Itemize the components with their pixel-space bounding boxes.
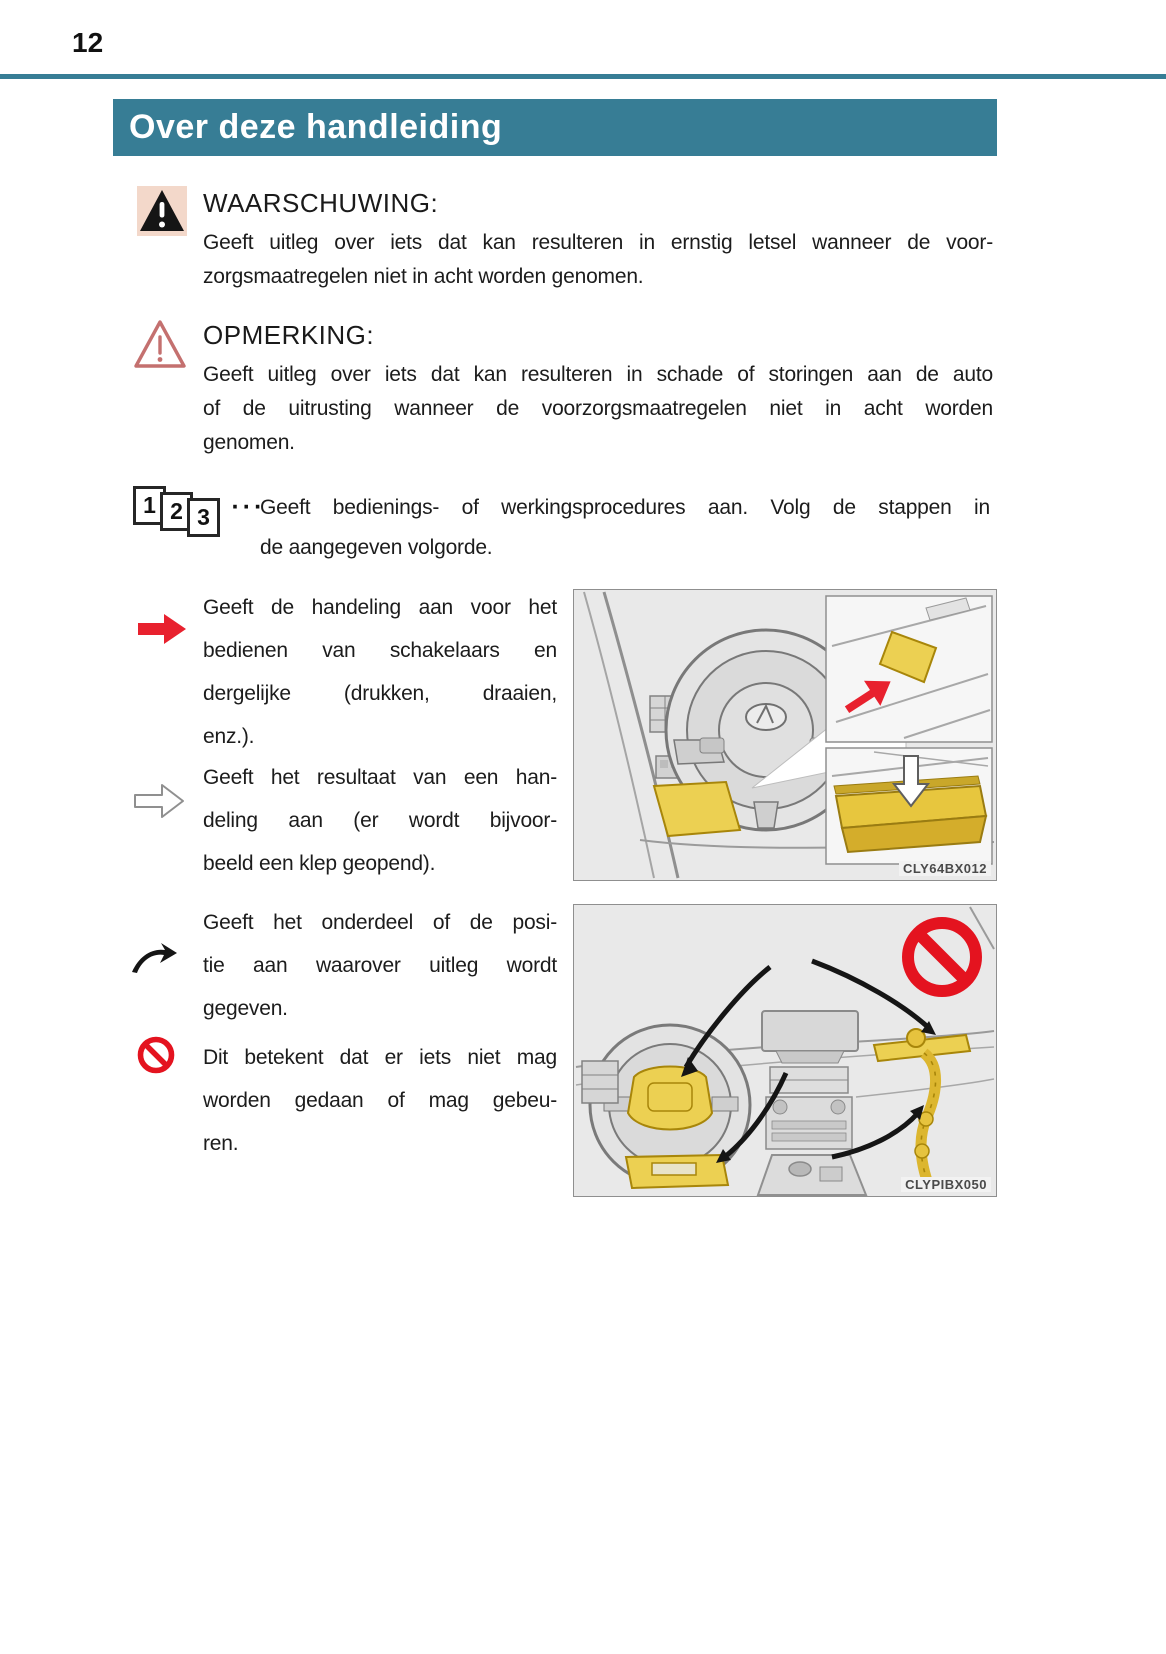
- dashboard-callout-illustration: [574, 590, 996, 880]
- action-body: Geeft de handeling aan voor het bedienen van schakelaars en dergelijke (drukken, draaien, enz.).: [203, 596, 557, 748]
- warning-triangle-icon: [137, 186, 187, 236]
- page-title: Over deze handleiding: [129, 108, 503, 146]
- step-number-1: 1: [143, 492, 156, 518]
- warning-body: Geeft uitleg over iets dat kan resulteren in ernstig letsel wanneer de voor- zorgsmaatregelen niet in acht worden genomen.: [203, 231, 993, 288]
- caution-triangle-icon: [132, 318, 188, 370]
- warning-title: WAARSCHUWING:: [203, 188, 439, 218]
- prohibition-icon: [136, 1035, 176, 1075]
- figure-switch-operation: [573, 589, 997, 881]
- figure-code-label: CLYPIBX050: [901, 1177, 991, 1192]
- caution-body: Geeft uitleg over iets dat kan resulteren in schade of storingen aan de auto of de uitrusting wanneer de voorzorgsmaatregelen niet in acht worden genomen.: [203, 363, 993, 454]
- steps-body: Geeft bedienings- of werkingsprocedures aan. Volg de stappen in de aangegeven volgorde.: [260, 496, 990, 559]
- outline-arrow-icon: [132, 780, 186, 822]
- page-number: 12: [72, 27, 104, 58]
- ellipsis-dots: ···: [231, 493, 266, 521]
- step-box-3: [187, 498, 220, 537]
- step-number-3: 3: [197, 504, 210, 530]
- dashboard-prohibition-illustration: [574, 905, 996, 1196]
- caution-title: OPMERKING:: [203, 320, 375, 350]
- result-body: Geeft het resultaat van een han- deling aan (er wordt bijvoor- beeld een klep geopend).: [203, 766, 557, 875]
- part-body: Geeft het onderdeel of de posi- tie aan waarover uitleg wordt gegeven.: [203, 911, 557, 1020]
- top-divider: [0, 74, 1166, 79]
- step-number-2: 2: [170, 498, 183, 524]
- numbered-step-boxes-icon: [133, 486, 266, 530]
- figure-code-label: CLY64BX012: [899, 861, 991, 876]
- solid-arrow-icon: [136, 610, 188, 648]
- figure-prohibited-items: [573, 904, 997, 1197]
- pointer-arrow-icon: [130, 942, 178, 976]
- section-title-banner: [113, 99, 997, 156]
- prohibit-body: Dit betekent dat er iets niet mag worden gedaan of mag gebeu- ren.: [203, 1046, 557, 1155]
